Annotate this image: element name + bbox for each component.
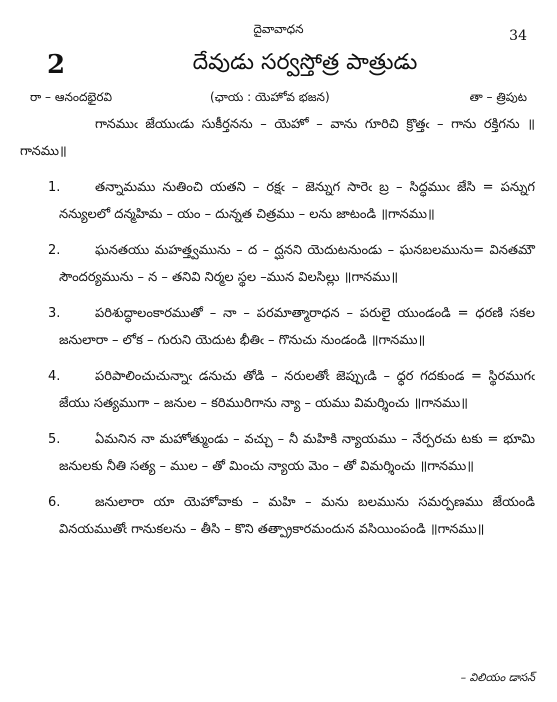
stanza: [20, 238, 535, 291]
song-meta: [0, 90, 557, 110]
running-title: దైవావాధన: [253, 22, 304, 36]
lyrics-body: [20, 112, 535, 543]
raga-label: రా – ఆనందభైరవి: [30, 90, 113, 104]
stanza-text: ఏమనిన నా మహోత్ముండు – వచ్చు – నీ మహికి న్యాయము – నేర్పరచు టకు = భూమి జనులకు నీతి సత్య – ముల – తో మించు న్యాయ మెం – తో విమర్శించు ॥గానము॥: [59, 432, 535, 474]
pallavi: గానముఁ జేయుఁడు సుకీర్తనను – యెహో – వాను గూరిచి క్రొత్తఁ – గాను రక్తిగను ॥గానము॥: [20, 117, 535, 159]
stanza-number: 4.: [48, 369, 61, 384]
song-number: 2: [47, 50, 66, 80]
stanza-number: 6.: [48, 495, 61, 510]
stanza-text: తన్నామము నుతించి యతని – రక్షఁ – జెన్నుగ సారెఁ బ్ర – సిద్ధముఁ జేసి = పన్నుగ నన్యులలో దన్మహిమ – యం – దున్నత చిత్రము – లను జాటండి ॥గానము॥: [59, 180, 535, 222]
page-number: 34: [509, 28, 527, 44]
stanza-number: 2.: [48, 243, 61, 258]
stanza-number: 1.: [48, 180, 61, 195]
stanza: [20, 364, 535, 417]
stanza: [20, 175, 535, 228]
stanza-text: పరిశుద్ధాలంకారముతో – నా – పరమాత్మారాధన – పరులై యుండండి = ధరణి సకల జనులారా – లోక – గురుని యెదుట భీతిఁ – గొనుచు నుండండి ॥గానము॥: [59, 306, 535, 348]
stanza: [20, 490, 535, 543]
stanza-number: 3.: [48, 306, 61, 321]
stanza-text: ఘనతయు మహత్త్వమును – ద – ద్ఘనని యెదుటనుండు – ఘనబలమును= వినతమౌ సౌందర్యమును – న – తనివి నిర్మల స్థల –మున విలసిల్లు ॥గానము॥: [59, 243, 535, 285]
author-signature: – విలియం డాసన్: [460, 671, 535, 684]
stanza-number: 5.: [48, 432, 61, 447]
tala-label: తా – త్రిపుట: [469, 90, 527, 104]
stanza-text: జనులారా యా యెహోవాకు – మహి – మను బలమును సమర్పణము జేయండి వినయముతోఁ గానుకలను – తీసి – కొని తత్ప్రాకారమందున వసియింపండి ॥గానము॥: [59, 495, 535, 537]
stanza: [20, 301, 535, 354]
stanza-text: పరిపాలించుచున్నాఁ డనుచు తోడి – నరులతోఁ జెప్పుఁడి – ధ్ధర గదకుండ = స్థిరముగఁ జేయు సత్యముగా – జనుల – కరిమురిగాను న్యా – యము విమర్శించు ॥గానము॥: [59, 369, 535, 411]
stanza: [20, 427, 535, 480]
song-title: దేవుడు సర్వస్తోత్ర పాత్రుడు: [192, 50, 418, 75]
chaya-label: (ఛాయ : యెహోవ భజన): [210, 90, 330, 104]
